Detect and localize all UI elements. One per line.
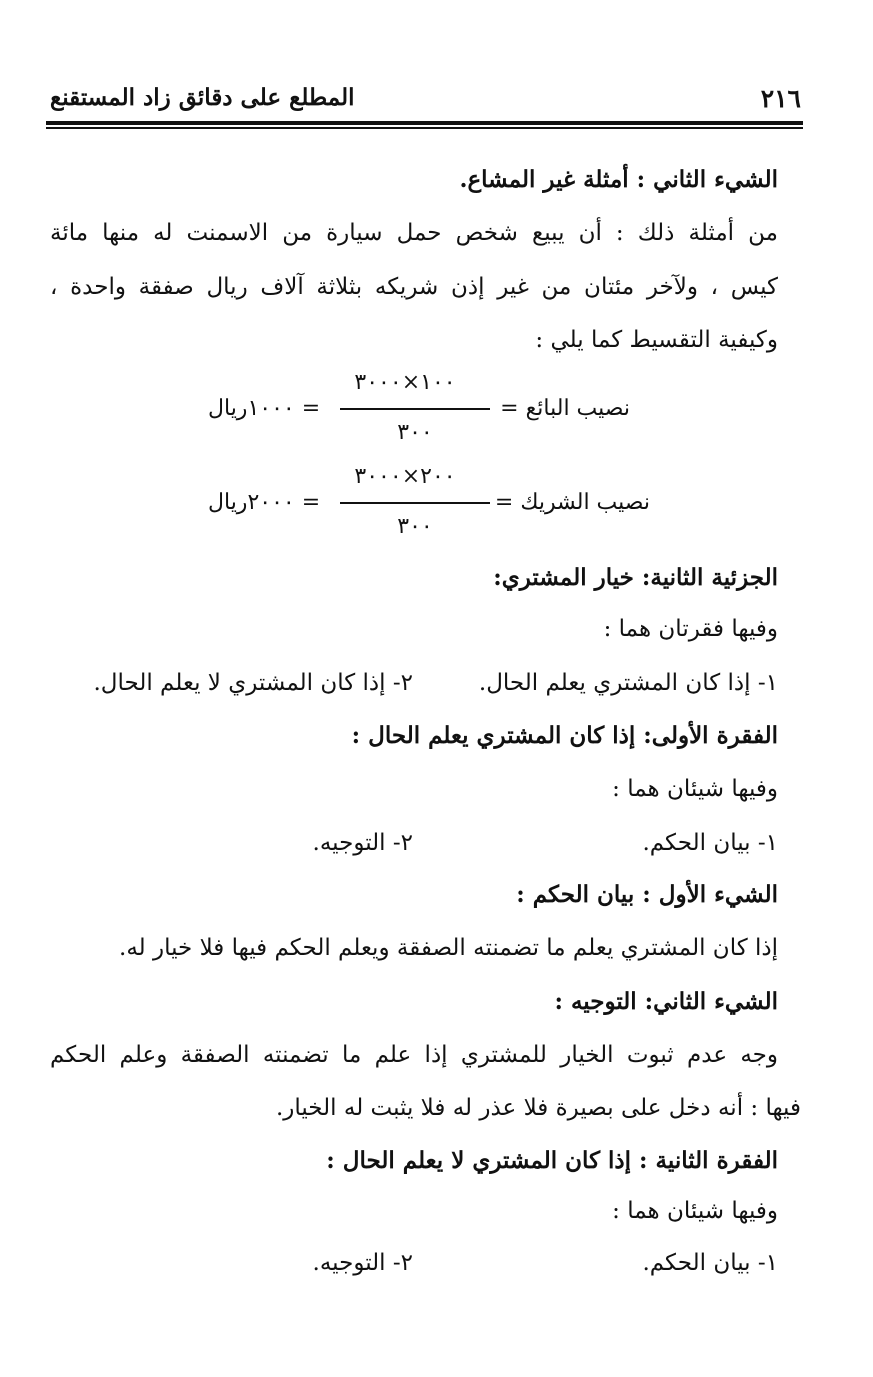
paragraph-line: كيس ، ولآخر مئتان من غير إذن شريكه بثلاثة آلاف ريال صفقة واحدة ، xyxy=(50,274,778,300)
header-rule-thin xyxy=(46,127,803,129)
section-heading: الفقرة الثانية : إذا كان المشتري لا يعلم الحال : xyxy=(326,1147,778,1174)
section-heading: الشيء الأول : بيان الحكم : xyxy=(516,881,778,908)
fraction-bar xyxy=(340,502,490,504)
list-item: ٢- التوجيه. xyxy=(312,1250,413,1276)
paragraph-line: وكيفية التقسيط كما يلي : xyxy=(535,327,778,353)
paragraph-line: وفيها فقرتان هما : xyxy=(603,616,778,642)
list-item: ١- بيان الحكم. xyxy=(642,1250,778,1276)
equation-result: = ٢٠٠٠ريال xyxy=(208,490,321,515)
equation-label: نصيب البائع = xyxy=(500,396,630,421)
page-number: ٢١٦ xyxy=(760,84,801,113)
equation-label: نصيب الشريك = xyxy=(494,490,650,515)
running-title: المطلع على دقائق زاد المستقنع xyxy=(50,84,355,111)
equation-denominator: ٣٠٠ xyxy=(397,514,433,539)
header-rule-thick xyxy=(46,121,803,125)
paragraph-line: إذا كان المشتري يعلم ما تضمنته الصفقة ويعلم الحكم فيها فلا خيار له. xyxy=(119,935,778,961)
equation-result: = ١٠٠٠ريال xyxy=(208,396,321,421)
list-item: ١- بيان الحكم. xyxy=(642,830,778,856)
list-item: ٢- إذا كان المشتري لا يعلم الحال. xyxy=(93,670,413,696)
section-heading: الفقرة الأولى: إذا كان المشتري يعلم الحال : xyxy=(351,722,778,749)
section-heading: الشيء الثاني : أمثلة غير المشاع. xyxy=(459,166,778,193)
paragraph-line: وجه عدم ثبوت الخيار للمشتري إذا علم ما تضمنته الصفقة وعلم الحكم xyxy=(50,1042,778,1068)
section-heading: الجزئية الثانية: خيار المشتري: xyxy=(493,564,778,591)
equation-partner-share xyxy=(200,464,660,544)
paragraph-line: وفيها شيئان هما : xyxy=(612,1198,778,1224)
equation-numerator: ٢٠٠×٣٠٠٠ xyxy=(354,464,456,489)
equation-numerator: ١٠٠×٣٠٠٠ xyxy=(354,370,456,395)
paragraph-line: من أمثلة ذلك : أن يبيع شخص حمل سيارة من الاسمنت له منها مائة xyxy=(50,220,778,246)
paragraph-line: وفيها شيئان هما : xyxy=(612,776,778,802)
page-header xyxy=(50,84,801,124)
list-item: ٢- التوجيه. xyxy=(312,830,413,856)
equation-seller-share xyxy=(200,370,640,450)
section-heading: الشيء الثاني: التوجيه : xyxy=(554,988,778,1015)
paragraph-line: فيها : أنه دخل على بصيرة فلا عذر له فلا يثبت له الخيار. xyxy=(275,1095,801,1121)
equation-denominator: ٣٠٠ xyxy=(397,420,433,445)
list-item: ١- إذا كان المشتري يعلم الحال. xyxy=(478,670,778,696)
fraction-bar xyxy=(340,408,490,410)
